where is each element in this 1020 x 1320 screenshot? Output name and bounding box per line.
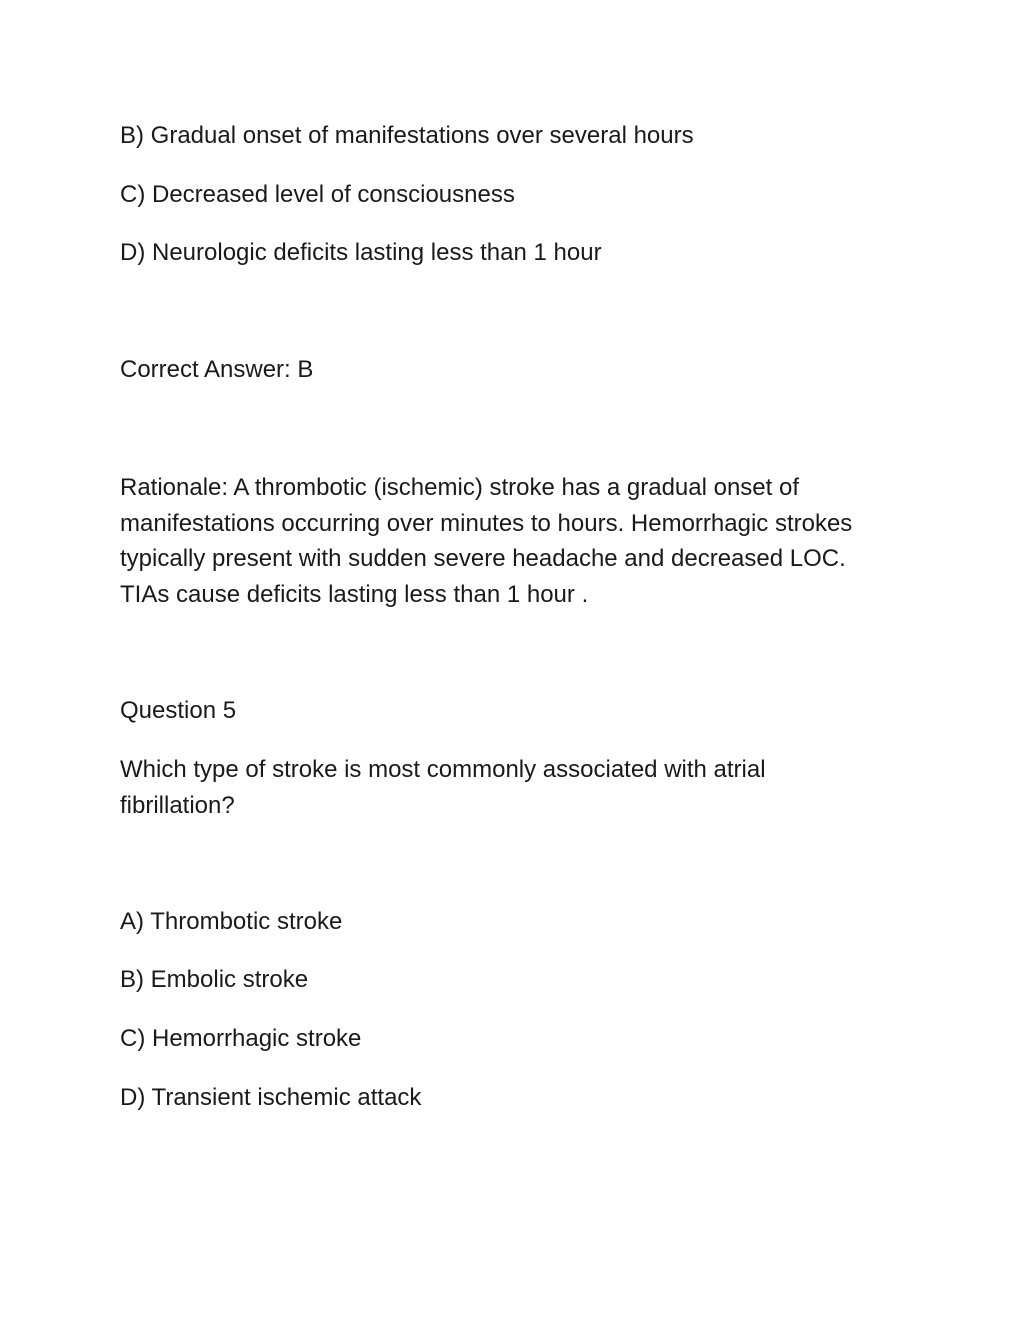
prev-option-c: C) Decreased level of consciousness	[120, 181, 515, 208]
option-d: D) Transient ischemic attack	[120, 1084, 422, 1111]
prev-option-b: B) Gradual onset of manifestations over several hours	[120, 122, 694, 149]
question-stem	[120, 752, 900, 823]
question-stem-line: fibrillation?	[120, 791, 235, 819]
option-b: B) Embolic stroke	[120, 966, 309, 993]
rationale-paragraph	[120, 470, 900, 612]
question-heading: Question 5	[120, 697, 237, 724]
rationale-line: typically present with sudden severe headache and decreased LOC.	[120, 545, 846, 572]
prev-option-d: D) Neurologic deficits lasting less than 1 hour	[120, 239, 602, 266]
rationale-line: TIAs cause deficits lasting less than 1 hour .	[120, 580, 589, 608]
correct-answer: Correct Answer: B	[120, 356, 314, 383]
question-stem-line: Which type of stroke is most commonly associated with atrial	[120, 756, 766, 783]
option-c: C) Hemorrhagic stroke	[120, 1025, 362, 1052]
option-a: A) Thrombotic stroke	[120, 908, 343, 935]
rationale-line: manifestations occurring over minutes to hours. Hemorrhagic strokes	[120, 509, 853, 537]
rationale-line: Rationale: A thrombotic (ischemic) stroke has a gradual onset of	[120, 474, 800, 501]
